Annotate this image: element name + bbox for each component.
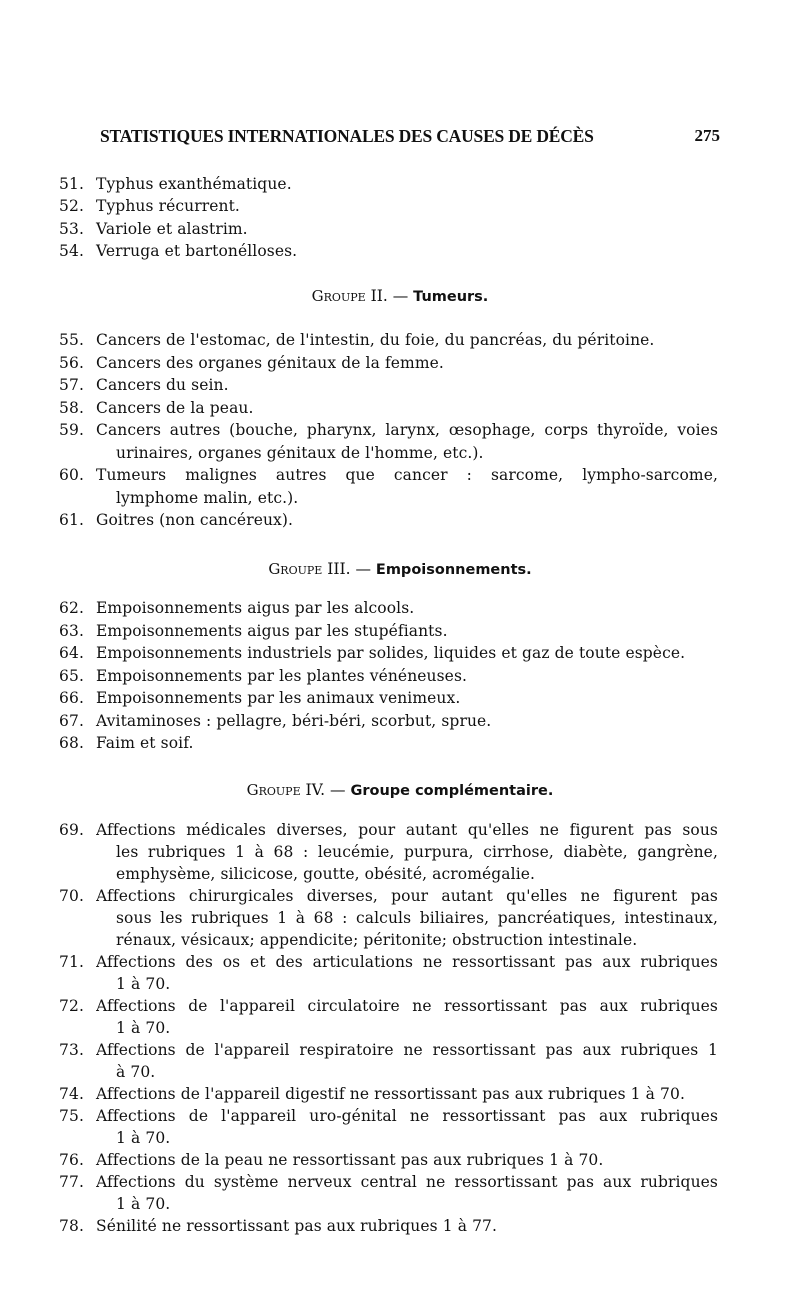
item-text: Avitaminoses : pellagre, béri-béri, scorbut, sprue. (96, 711, 492, 730)
item-text: Typhus exanthématique. (96, 175, 292, 193)
item-number: 76. (59, 1151, 84, 1169)
item-text: Affections de l'appareil respiratoire ne ressortissant pas aux rubriques 1 (96, 1041, 718, 1059)
item-text: Empoisonnements par les animaux venimeux. (96, 689, 461, 707)
item-number: 69. (59, 821, 84, 839)
item-text-continuation: rénaux, vésicaux; appendicite; péritonite; obstruction intestinale. (116, 931, 638, 949)
item-text-continuation: les rubriques 1 à 68 : leucémie, purpura, cirrhose, diabète, gangrène, (116, 843, 718, 861)
group-numeral: II. (370, 287, 388, 305)
running-header (100, 126, 720, 150)
item-text: Typhus récurrent. (96, 197, 240, 216)
group-numeral: IV. (305, 781, 326, 799)
item-number: 77. (59, 1173, 84, 1191)
item-text: Cancers de la peau. (96, 398, 254, 417)
item-text: Variole et alastrim. (96, 219, 248, 238)
item-text: Sénilité ne ressortissant pas aux rubriques 1 à 77. (96, 1217, 498, 1235)
group-title: Groupe complémentaire. (350, 783, 554, 799)
group-label: Groupe (311, 287, 366, 305)
item-text: Affections chirurgicales diverses, pour autant qu'elles ne figurent pas (96, 887, 718, 905)
group-dash: — (392, 287, 409, 305)
item-text: Affections de l'appareil uro-génital ne ressortissant pas aux rubriques (96, 1107, 718, 1125)
group-label: Groupe (246, 781, 301, 799)
item-text: Tumeurs malignes autres que cancer : sarcome, lympho-sarcome, (96, 466, 718, 484)
item-text-continuation: à 70. (116, 1063, 156, 1081)
item-text: Cancers du sein. (96, 376, 229, 394)
item-text: Affections du système nerveux central ne ressortissant pas aux rubriques (96, 1173, 718, 1191)
group-heading-3 (0, 560, 800, 578)
item-number: 67. (59, 711, 84, 730)
item-number: 73. (59, 1041, 84, 1059)
item-number: 68. (59, 734, 84, 752)
item-text: Verruga et bartonélloses. (96, 241, 298, 260)
item-number: 63. (59, 621, 84, 640)
item-number: 70. (59, 887, 84, 905)
item-number: 58. (59, 398, 84, 417)
item-text: Goitres (non cancéreux). (96, 511, 294, 529)
item-number: 62. (59, 599, 84, 617)
item-text: Affections de l'appareil circulatoire ne ressortissant pas aux rubriques (96, 997, 718, 1015)
group-numeral: III. (327, 560, 351, 578)
item-number: 54. (59, 241, 84, 260)
group-title: Tumeurs. (413, 289, 489, 305)
item-number: 57. (59, 376, 84, 394)
item-text: Affections de la peau ne ressortissant pas aux rubriques 1 à 70. (96, 1151, 604, 1169)
item-number: 55. (59, 331, 84, 349)
item-text: Empoisonnements industriels par solides, liquides et gaz de toute espèce. (96, 644, 686, 662)
group-dash: — (355, 560, 371, 578)
item-text-continuation: emphysème, silicicose, goutte, obésité, acromégalie. (116, 865, 536, 883)
group-dash: — (330, 781, 346, 799)
item-text: Affections médicales diverses, pour autant qu'elles ne figurent pas sous (96, 821, 718, 839)
item-text-continuation: 1 à 70. (116, 1019, 171, 1037)
item-number: 65. (59, 666, 84, 685)
item-text: Cancers des organes génitaux de la femme. (96, 353, 444, 372)
item-number: 75. (59, 1107, 84, 1125)
item-number: 61. (59, 511, 84, 529)
item-number: 52. (59, 197, 84, 216)
item-text-continuation: 1 à 70. (116, 975, 171, 993)
item-text: Affections des os et des articulations ne ressortissant pas aux rubriques (96, 953, 718, 971)
item-text-continuation: 1 à 70. (116, 1129, 171, 1147)
group-title: Empoisonnements. (375, 562, 532, 578)
item-text: Affections de l'appareil digestif ne ressortissant pas aux rubriques 1 à 70. (96, 1085, 685, 1103)
group-label: Groupe (268, 560, 323, 578)
item-number: 72. (59, 997, 84, 1015)
header-title: STATISTIQUES INTERNATIONALES DES CAUSES DE DÉCÈS (100, 126, 594, 146)
item-number: 56. (59, 353, 84, 372)
item-text: Empoisonnements aigus par les alcools. (96, 599, 415, 617)
item-text: Empoisonnements par les plantes vénéneuses. (96, 666, 468, 685)
page-number: 275 (694, 126, 720, 145)
group-heading-4 (0, 781, 800, 799)
item-text: Cancers autres (bouche, pharynx, larynx, œsophage, corps thyroïde, voies (96, 421, 718, 439)
item-number: 71. (59, 953, 84, 971)
item-number: 59. (59, 421, 84, 439)
item-text: Faim et soif. (96, 734, 194, 752)
item-text-continuation: lymphome malin, etc.). (116, 488, 299, 507)
item-text-continuation: 1 à 70. (116, 1195, 171, 1213)
item-text-continuation: sous les rubriques 1 à 68 : calculs biliaires, pancréatiques, intestinaux, (116, 909, 718, 927)
item-text: Empoisonnements aigus par les stupéfiants. (96, 621, 448, 640)
item-number: 64. (59, 644, 84, 662)
item-number: 60. (59, 466, 84, 484)
item-number: 74. (59, 1085, 84, 1103)
group-heading-2 (0, 287, 800, 305)
item-number: 51. (59, 175, 84, 193)
item-number: 78. (59, 1217, 84, 1235)
item-number: 66. (59, 689, 84, 707)
item-text: Cancers de l'estomac, de l'intestin, du foie, du pancréas, du péritoine. (96, 331, 655, 349)
item-text-continuation: urinaires, organes génitaux de l'homme, etc.). (116, 443, 484, 462)
item-number: 53. (59, 219, 84, 238)
